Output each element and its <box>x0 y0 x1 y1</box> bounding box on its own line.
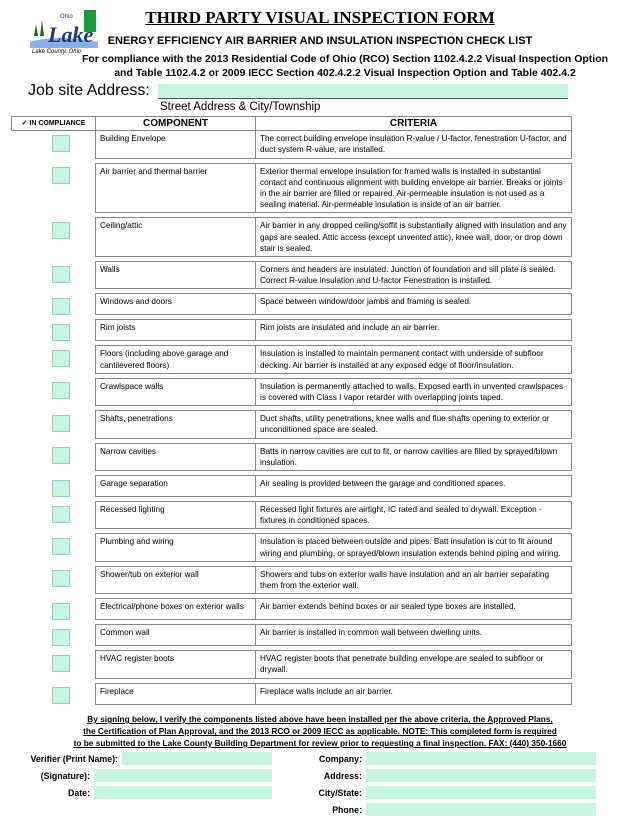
checklist-row <box>12 320 572 341</box>
component-cell: Air barrier and thermal barrier <box>96 163 256 213</box>
compliance-checkbox[interactable] <box>52 603 70 620</box>
component-cell: HVAC register boots <box>96 651 256 678</box>
compliance-cell <box>12 443 96 470</box>
in-compliance-header: ✓ IN COMPLIANCE <box>12 117 96 131</box>
compliance-cell <box>12 651 96 678</box>
criteria-cell: Corners and headers are insulated. Junction of foundation and sill plate is sealed. Correct R-value insulation and U-factor Fenestration is installed. <box>256 262 572 289</box>
compliance-cell <box>12 346 96 373</box>
checklist-row <box>12 625 572 646</box>
criteria-cell: Air barrier extends behind boxes or air sealed type boxes are installed. <box>256 599 572 620</box>
criteria-cell: Air barrier is installed in common wall between dwelling units. <box>256 625 572 646</box>
date-label: Date: <box>68 788 90 798</box>
criteria-cell: Showers and tubs on exterior walls have insulation and an air barrier separating them from the exterior wall. <box>256 566 572 593</box>
compliance-checkbox[interactable] <box>52 447 70 464</box>
checklist-row <box>12 651 572 678</box>
component-cell: Shower/tub on exterior wall <box>96 566 256 593</box>
component-cell: Garage separation <box>96 476 256 497</box>
address-label: Address: <box>323 771 362 781</box>
certification-line-1: By signing below, I verify the components listed above have been installed per the above criteria, the Approved Plans, <box>87 714 553 724</box>
compliance-cell <box>12 566 96 593</box>
compliance-checkbox[interactable] <box>52 538 70 555</box>
compliance-checkbox[interactable] <box>52 167 70 184</box>
compliance-cell <box>12 599 96 620</box>
criteria-cell: HVAC register boots that penetrate building envelope are sealed to subfloor or drywall. <box>256 651 572 678</box>
criteria-cell: Insulation is permanently attached to walls. Exposed earth in unvented crawlspaces is covered with Class I vapor retarder with overlapping joints taped. <box>256 378 572 405</box>
compliance-cell <box>12 294 96 315</box>
checklist-row <box>12 346 572 373</box>
compliance-cell <box>12 411 96 438</box>
compliance-checkbox[interactable] <box>52 382 70 399</box>
form-title: THIRD PARTY VISUAL INSPECTION FORM <box>145 8 495 27</box>
criteria-cell: Recessed light fixtures are airtight, IC rated and sealed to drywall. Exception - fixtures in conditioned spaces. <box>256 502 572 529</box>
verifier-input[interactable] <box>122 752 272 765</box>
city-state-input[interactable] <box>366 786 596 799</box>
compliance-cell <box>12 262 96 289</box>
checklist-row <box>12 534 572 561</box>
signature-input[interactable] <box>94 769 272 782</box>
compliance-cell <box>12 476 96 497</box>
compliance-checkbox[interactable] <box>52 480 70 497</box>
criteria-cell: Exterior thermal envelope insulation for framed walls is installed in substantial contact and continuous alignment with building envelope air barrier. Breaks or joints in the air barrier are filled or repaired. Air-permeable insulation is not used as a sealing material. Air-permeable insulation is inside of an air barrier. <box>256 163 572 213</box>
compliance-checkbox[interactable] <box>52 655 70 672</box>
checklist-row <box>12 378 572 405</box>
criteria-cell: Batts in narrow cavities are cut to fit, or narrow cavities are filled by sprayed/blown insulation. <box>256 443 572 470</box>
logo-small-text: Ohio <box>60 14 73 20</box>
checklist-row <box>12 502 572 529</box>
logo-text: Lake <box>48 22 94 47</box>
compliance-checkbox[interactable] <box>52 629 70 646</box>
component-cell: Shafts, penetrations <box>96 411 256 438</box>
compliance-cell <box>12 625 96 646</box>
verifier-label: Verifier (Print Name): <box>30 754 118 764</box>
compliance-checkbox[interactable] <box>52 415 70 432</box>
compliance-statement <box>80 52 610 80</box>
checklist-row <box>12 411 572 438</box>
checklist-row <box>12 163 572 213</box>
criteria-cell: Air sealing is provided between the garage and conditioned spaces. <box>256 476 572 497</box>
checklist-row <box>12 443 572 470</box>
compliance-cell <box>12 131 96 158</box>
checklist-row <box>12 566 572 593</box>
checklist-row <box>12 218 572 257</box>
compliance-line-1: For compliance with the 2013 Residential Code of Ohio (RCO) Section 1102.4.2.2 Visual Inspection Option <box>81 53 609 65</box>
checklist-row <box>12 131 572 158</box>
checklist-row <box>12 599 572 620</box>
compliance-cell <box>12 163 96 213</box>
component-header: COMPONENT <box>96 117 256 131</box>
criteria-cell: The correct building envelope insulation R-value / U-factor, fenestration U-factor, and duct system R-value, are installed. <box>256 131 572 158</box>
criteria-cell: Insulation is installed to maintain permanent contact with underside of subfloor decking. Air barrier is installed at any exposed edge of floor/insulation. <box>256 346 572 373</box>
criteria-cell: Fireplace walls include an air barrier. <box>256 683 572 704</box>
compliance-checkbox[interactable] <box>52 570 70 587</box>
component-cell: Recessed lighting <box>96 502 256 529</box>
checklist-row <box>12 683 572 704</box>
component-cell: Plumbing and wiring <box>96 534 256 561</box>
compliance-cell <box>12 683 96 704</box>
date-input[interactable] <box>94 786 272 799</box>
compliance-checkbox[interactable] <box>52 135 70 152</box>
criteria-cell: Insulation is placed between outside and pipes. Batt insulation is cut to fit around wiring and plumbing, or sprayed/blown insulation extends behind piping and wiring. <box>256 534 572 561</box>
criteria-header: CRITERIA <box>256 117 572 131</box>
component-cell: Narrow cavities <box>96 443 256 470</box>
logo-caption: Lake County, Ohio <box>32 49 82 55</box>
inspection-checklist <box>11 116 572 705</box>
component-cell: Electrical/phone boxes on exterior walls <box>96 599 256 620</box>
compliance-checkbox[interactable] <box>52 506 70 523</box>
certification-line-2: the Certification of Plan Approval, and the 2013 RCO or 2009 IECC as applicable. NOTE: This completed form is required <box>83 726 557 736</box>
phone-label: Phone: <box>332 805 362 815</box>
street-address-label: Street Address & City/Township <box>160 101 321 113</box>
criteria-cell: Space between window/door jambs and framing is sealed. <box>256 294 572 315</box>
component-cell: Walls <box>96 262 256 289</box>
certification-line-3: to be submitted to the Lake County Building Department for review prior to requesting a final inspection. FAX: (440) 350-1660 <box>73 738 567 748</box>
compliance-checkbox[interactable] <box>52 222 70 239</box>
phone-input[interactable] <box>366 803 596 816</box>
compliance-line-2: and Table 1102.4.2 or 2009 IECC Section 402.4.2.2 Visual Inspection Option and Table 402.4.2 <box>114 67 576 79</box>
job-site-label: Job site Address: <box>28 82 150 99</box>
compliance-checkbox[interactable] <box>52 324 70 341</box>
company-label: Company: <box>318 754 362 764</box>
compliance-cell <box>12 218 96 257</box>
address-input[interactable] <box>366 769 596 782</box>
job-site-address-input[interactable] <box>158 84 568 99</box>
component-cell: Windows and doors <box>96 294 256 315</box>
compliance-cell <box>12 378 96 405</box>
form-subtitle: ENERGY EFFICIENCY AIR BARRIER AND INSULATION INSPECTION CHECK LIST <box>107 35 533 47</box>
component-cell: Ceiling/attic <box>96 218 256 257</box>
component-cell: Crawlspace walls <box>96 378 256 405</box>
checklist-row <box>12 476 572 497</box>
criteria-cell: Rim joists are insulated and include an air barrier. <box>256 320 572 341</box>
compliance-cell <box>12 320 96 341</box>
component-cell: Floors (including above garage and cantilevered floors) <box>96 346 256 373</box>
component-cell: Fireplace <box>96 683 256 704</box>
certification-statement <box>40 713 600 749</box>
criteria-cell: Air barrier in any dropped ceiling/soffit is substantially aligned with insulation and any gaps are sealed. Attic access (except unvented attic), knee wall, door, or drop down stair is sealed. <box>256 218 572 257</box>
compliance-cell <box>12 502 96 529</box>
criteria-cell: Duct shafts, utility penetrations, knee walls and flue shafts opening to exterior or unconditioned space are sealed. <box>256 411 572 438</box>
compliance-checkbox[interactable] <box>52 298 70 315</box>
component-cell: Common wall <box>96 625 256 646</box>
component-cell: Building Envelope <box>96 131 256 158</box>
compliance-cell <box>12 534 96 561</box>
city-state-label: City/State: <box>318 788 362 798</box>
company-input[interactable] <box>366 752 596 765</box>
compliance-checkbox[interactable] <box>52 266 70 283</box>
component-cell: Rim joists <box>96 320 256 341</box>
signature-label: (Signature): <box>40 771 90 781</box>
checklist-row <box>12 262 572 289</box>
checklist-row <box>12 294 572 315</box>
compliance-checkbox[interactable] <box>52 350 70 367</box>
compliance-checkbox[interactable] <box>52 687 70 704</box>
